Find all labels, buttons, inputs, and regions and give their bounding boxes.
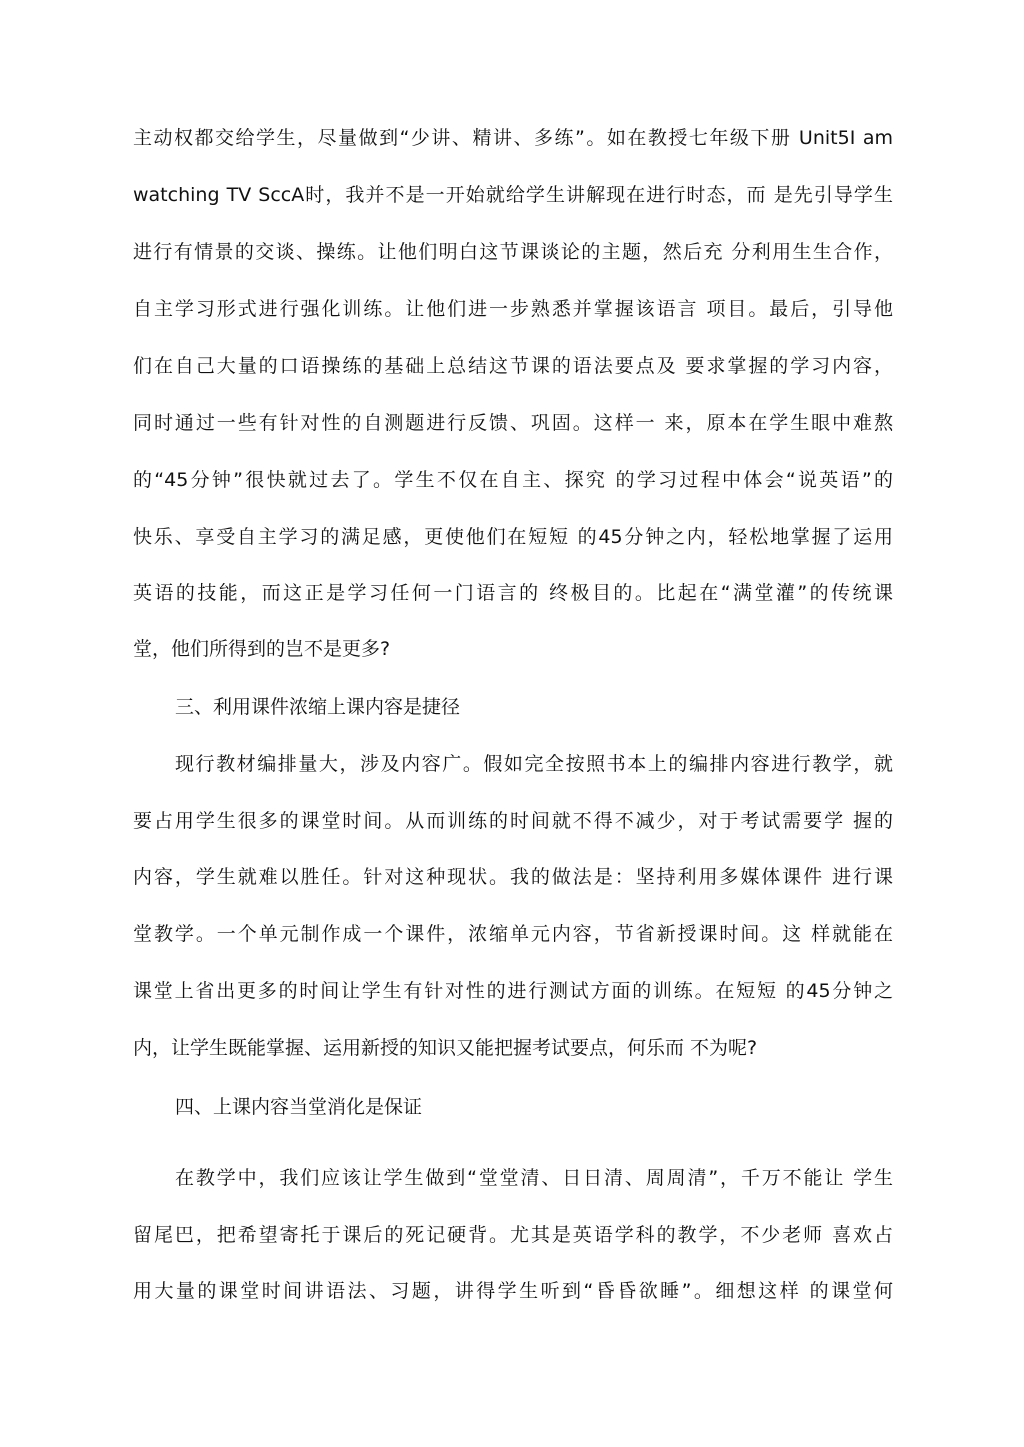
paragraph-line: 要占用学生很多的课堂时间。从而训练的时间就不得不减少，对于考试需要学 握的 xyxy=(133,810,893,832)
paragraph-line: 英语的技能，而这正是学习任何一门语言的 终极目的。比起在“满堂灌”的传统课 xyxy=(133,582,893,604)
paragraph-line: 快乐、享受自主学习的满足感，更使他们在短短 的45分钟之内，轻松地掌握了运用 xyxy=(133,526,893,548)
paragraph-line: 在教学中，我们应该让学生做到“堂堂清、日日清、周周清”，千万不能让 学生 xyxy=(175,1167,893,1189)
paragraph-line: 课堂上省出更多的时间让学生有针对性的进行测试方面的训练。在短短 的45分钟之 xyxy=(133,980,893,1002)
paragraph-line: 内容，学生就难以胜任。针对这种现状。我的做法是：坚持利用多媒体课件 进行课 xyxy=(133,866,893,888)
paragraph-line: 进行有情景的交谈、操练。让他们明白这节课谈论的主题，然后充 分利用生生合作， xyxy=(133,241,893,263)
paragraph-line: 同时通过一些有针对性的自测题进行反馈、巩固。这样一 来，原本在学生眼中难熬 xyxy=(133,412,893,434)
paragraph-line: 堂教学。一个单元制作成一个课件，浓缩单元内容，节省新授课时间。这 样就能在 xyxy=(133,923,893,945)
paragraph-line: 们在自己大量的口语操练的基础上总结这节课的语法要点及 要求掌握的学习内容， xyxy=(133,355,893,377)
paragraph-line: 内，让学生既能掌握、运用新授的知识又能把握考试要点，何乐而 不为呢? xyxy=(133,1037,758,1059)
paragraph-line: 留尾巴，把希望寄托于课后的死记硬背。尤其是英语学科的教学，不少老师 喜欢占 xyxy=(133,1224,893,1246)
paragraph-line: 用大量的课堂时间讲语法、习题，讲得学生听到“昏昏欲睡”。细想这样 的课堂何 xyxy=(133,1280,893,1302)
paragraph-line: 主动权都交给学生，尽量做到“少讲、精讲、多练”。如在教授七年级下册 Unit5I am xyxy=(133,127,893,149)
paragraph-line: 的“45分钟”很快就过去了。学生不仅在自主、探究 的学习过程中体会“说英语”的 xyxy=(133,469,893,491)
paragraph-line: 堂，他们所得到的岂不是更多? xyxy=(133,638,391,660)
paragraph-line: 现行教材编排量大，涉及内容广。假如完全按照书本上的编排内容进行教学，就 xyxy=(175,753,893,775)
paragraph-line: watching TV SccA时，我并不是一开始就给学生讲解现在进行时态，而 是先引导学生 xyxy=(133,184,893,206)
section-heading: 四、上课内容当堂消化是保证 xyxy=(175,1096,423,1118)
section-heading: 三、利用课件浓缩上课内容是捷径 xyxy=(175,696,461,718)
paragraph-line: 自主学习形式进行强化训练。让他们进一步熟悉并掌握该语言 项目。最后，引导他 xyxy=(133,298,893,320)
